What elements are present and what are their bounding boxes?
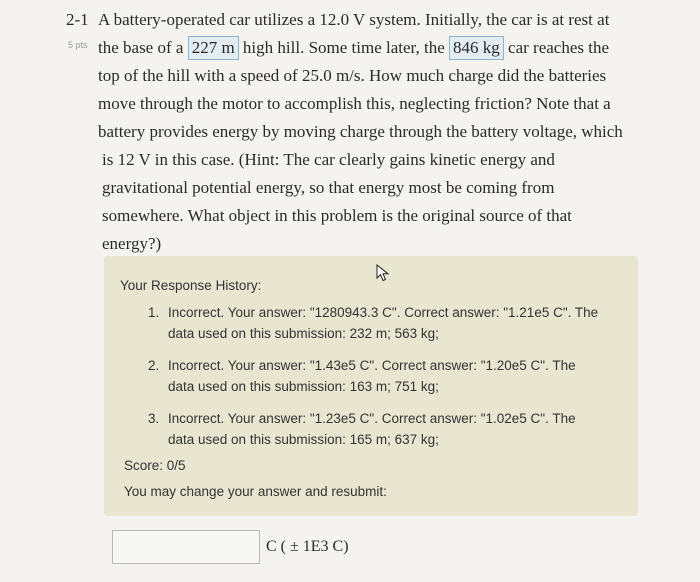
history-item-number: 3. — [148, 411, 160, 426]
history-item-result: Incorrect. Your answer: "1.43e5 C". Correct answer: "1.20e5 C". The — [168, 358, 576, 373]
history-item-result: Incorrect. Your answer: "1.23e5 C". Correct answer: "1.02e5 C". The — [168, 411, 576, 426]
answer-unit-label: C ( ± 1E3 C) — [266, 538, 349, 555]
question-text-fragment: high hill. Some time later, the — [242, 38, 445, 57]
resubmit-note: You may change your answer and resubmit: — [124, 484, 387, 499]
question-line: move through the motor to accomplish this, neglecting friction? Note that a — [98, 94, 611, 113]
question-line: battery provides energy by moving charge through the battery voltage, which — [98, 122, 623, 141]
question-line: somewhere. What object in this problem is the original source of that — [102, 206, 572, 225]
question-text-fragment: the base of a — [98, 38, 184, 57]
history-item-data: data used on this submission: 163 m; 751 kg; — [168, 379, 439, 394]
answer-input[interactable] — [112, 530, 260, 564]
history-title: Your Response History: — [120, 278, 262, 293]
response-history-panel — [104, 256, 638, 516]
history-item-data: data used on this submission: 165 m; 637 kg; — [168, 432, 439, 447]
mass-value: 846 kg — [449, 36, 504, 60]
question-line: top of the hill with a speed of 25.0 m/s. How much charge did the batteries — [98, 66, 607, 85]
history-item — [148, 302, 618, 344]
question-line: A battery-operated car utilizes a 12.0 V system. Initially, the car is at rest at — [98, 10, 610, 29]
question-points: 5 pts — [68, 40, 88, 50]
score-text: Score: 0/5 — [124, 458, 186, 473]
mouse-cursor-icon — [376, 264, 390, 282]
history-item-number: 1. — [148, 305, 160, 320]
question-line: gravitational potential energy, so that energy most be coming from — [102, 178, 555, 197]
history-item — [148, 408, 618, 450]
height-value: 227 m — [188, 36, 239, 60]
question-number: 2-1 — [66, 10, 89, 29]
history-item-number: 2. — [148, 358, 160, 373]
history-list — [148, 302, 618, 461]
question-line: energy?) — [102, 234, 162, 253]
question-text — [98, 6, 668, 258]
question-text-fragment: car reaches the — [508, 38, 610, 57]
history-item — [148, 355, 618, 397]
question-line-with-values — [98, 34, 668, 62]
question-line: is 12 V in this case. (Hint: The car clearly gains kinetic energy and — [102, 150, 555, 169]
history-item-data: data used on this submission: 232 m; 563 kg; — [168, 326, 439, 341]
history-item-result: Incorrect. Your answer: "1280943.3 C". Correct answer: "1.21e5 C". The — [168, 305, 599, 320]
